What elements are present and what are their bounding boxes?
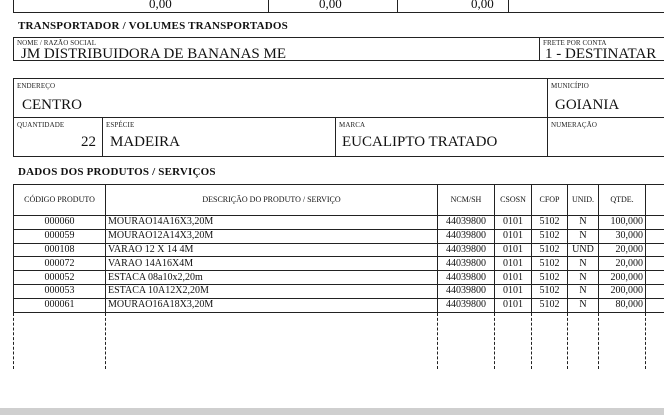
nome-value: JM DISTRIBUIDORA DE BANANAS ME — [21, 46, 287, 62]
cell-csosn: 0101 — [495, 216, 532, 230]
cell-ncm: 44039800 — [438, 284, 495, 298]
empty-cell — [599, 312, 646, 369]
cell-codigo: 000059 — [14, 229, 106, 243]
cell-cfop: 5102 — [532, 271, 568, 285]
cell-qtde: 100,000 — [599, 216, 646, 230]
frete-value: 1 - DESTINATAR — [545, 46, 657, 62]
cell-next — [646, 284, 664, 298]
cell-codigo: 000060 — [14, 216, 106, 230]
cell-qtde: 200,000 — [599, 284, 646, 298]
cell-cfop: 5102 — [532, 257, 568, 271]
cell-unid: N — [568, 284, 599, 298]
numeracao-box — [547, 117, 664, 157]
cell-descricao: MOURAO16A18X3,20M — [106, 298, 438, 312]
cell-qtde: 200,000 — [599, 271, 646, 285]
cell-ncm: 44039800 — [438, 257, 495, 271]
cell-qtde: 20,000 — [599, 243, 646, 257]
frete-box — [539, 37, 664, 61]
municipio-label: MUNICÍPIO — [551, 82, 589, 90]
cell-codigo: 000061 — [14, 298, 106, 312]
cell-next — [646, 216, 664, 230]
empty-cell — [646, 312, 664, 369]
cell-unid: N — [568, 229, 599, 243]
top-totals-row — [13, 0, 664, 13]
produtos-header-row — [14, 185, 664, 216]
municipio-box — [547, 78, 664, 118]
empty-cell — [495, 312, 532, 369]
marca-value: EUCALIPTO TRATADO — [342, 134, 498, 150]
cell-unid: N — [568, 216, 599, 230]
cell-descricao: ESTACA 10A12X2,20M — [106, 284, 438, 298]
top-value-3: 0,00 — [471, 0, 494, 11]
cell-descricao: VARAO 12 X 14 4M — [106, 243, 438, 257]
header-cfop: CFOP — [532, 185, 568, 216]
cell-csosn: 0101 — [495, 257, 532, 271]
endereco-value: CENTRO — [22, 97, 82, 113]
table-row — [14, 298, 664, 312]
header-csosn: CSOSN — [495, 185, 532, 216]
cell-cfop: 5102 — [532, 216, 568, 230]
cell-ncm: 44039800 — [438, 229, 495, 243]
marca-box — [335, 117, 548, 157]
produtos-section-title: DADOS DOS PRODUTOS / SERVIÇOS — [18, 166, 216, 178]
numeracao-label: NUMERAÇÃO — [551, 121, 598, 129]
empty-cell — [106, 312, 438, 369]
quantidade-label: QUANTIDADE — [17, 121, 65, 129]
quantidade-value: 22 — [81, 134, 96, 150]
table-row — [14, 216, 664, 230]
header-ncm: NCM/SH — [438, 185, 495, 216]
municipio-value: GOIANIA — [555, 97, 620, 113]
cell-csosn: 0101 — [495, 229, 532, 243]
cell-unid: UND — [568, 243, 599, 257]
cell-next — [646, 298, 664, 312]
header-descricao: DESCRIÇÃO DO PRODUTO / SERVIÇO — [106, 185, 438, 216]
cell-descricao: MOURAO14A16X3,20M — [106, 216, 438, 230]
nome-razao-social-box — [13, 37, 540, 61]
cell-descricao: VARAO 14A16X4M — [106, 257, 438, 271]
header-unid: UNID. — [568, 185, 599, 216]
cell-qtde: 80,000 — [599, 298, 646, 312]
cell-qtde: 20,000 — [599, 257, 646, 271]
empty-cell — [532, 312, 568, 369]
endereco-box — [13, 78, 548, 118]
transportador-section-title: TRANSPORTADOR / VOLUMES TRANSPORTADOS — [18, 20, 288, 32]
cell-ncm: 44039800 — [438, 298, 495, 312]
cell-codigo: 000053 — [14, 284, 106, 298]
top-value-1: 0,00 — [149, 0, 172, 11]
cell-csosn: 0101 — [495, 298, 532, 312]
cell-ncm: 44039800 — [438, 216, 495, 230]
table-row — [14, 243, 664, 257]
marca-label: MARCA — [339, 121, 366, 129]
endereco-label: ENDEREÇO — [17, 82, 56, 90]
cell-cfop: 5102 — [532, 284, 568, 298]
empty-cell — [14, 312, 106, 369]
cell-csosn: 0101 — [495, 284, 532, 298]
cell-unid: N — [568, 271, 599, 285]
quantidade-box — [13, 117, 103, 157]
cell-descricao: MOURAO12A14X3,20M — [106, 229, 438, 243]
top-value-2: 0,00 — [319, 0, 342, 11]
cell-codigo: 000072 — [14, 257, 106, 271]
frete-label: FRETE POR CONTA — [543, 39, 607, 47]
table-row — [14, 257, 664, 271]
table-row — [14, 284, 664, 298]
header-qtde: QTDE. — [599, 185, 646, 216]
cell-ncm: 44039800 — [438, 271, 495, 285]
cell-descricao: ESTACA 08a10x2,20m — [106, 271, 438, 285]
cell-codigo: 000108 — [14, 243, 106, 257]
table-row — [14, 271, 664, 285]
empty-cell — [438, 312, 495, 369]
cell-cfop: 5102 — [532, 298, 568, 312]
header-codigo: CÓDIGO PRODUTO — [14, 185, 106, 216]
top-cell-1 — [13, 0, 269, 13]
cell-ncm: 44039800 — [438, 243, 495, 257]
cell-csosn: 0101 — [495, 271, 532, 285]
especie-value: MADEIRA — [110, 134, 180, 150]
table-row-empty — [14, 312, 664, 369]
cell-next — [646, 229, 664, 243]
produtos-table — [13, 184, 664, 369]
bottom-scroll-edge — [0, 408, 664, 415]
cell-cfop: 5102 — [532, 229, 568, 243]
especie-label: ESPÉCIE — [106, 121, 135, 129]
header-next — [646, 185, 664, 216]
cell-next — [646, 243, 664, 257]
especie-box — [102, 117, 336, 157]
cell-cfop: 5102 — [532, 243, 568, 257]
cell-qtde: 30,000 — [599, 229, 646, 243]
nome-label: NOME / RAZÃO SOCIAL — [17, 39, 97, 47]
cell-next — [646, 257, 664, 271]
cell-codigo: 000052 — [14, 271, 106, 285]
cell-csosn: 0101 — [495, 243, 532, 257]
cell-next — [646, 271, 664, 285]
cell-unid: N — [568, 298, 599, 312]
cell-unid: N — [568, 257, 599, 271]
table-row — [14, 229, 664, 243]
empty-cell — [568, 312, 599, 369]
